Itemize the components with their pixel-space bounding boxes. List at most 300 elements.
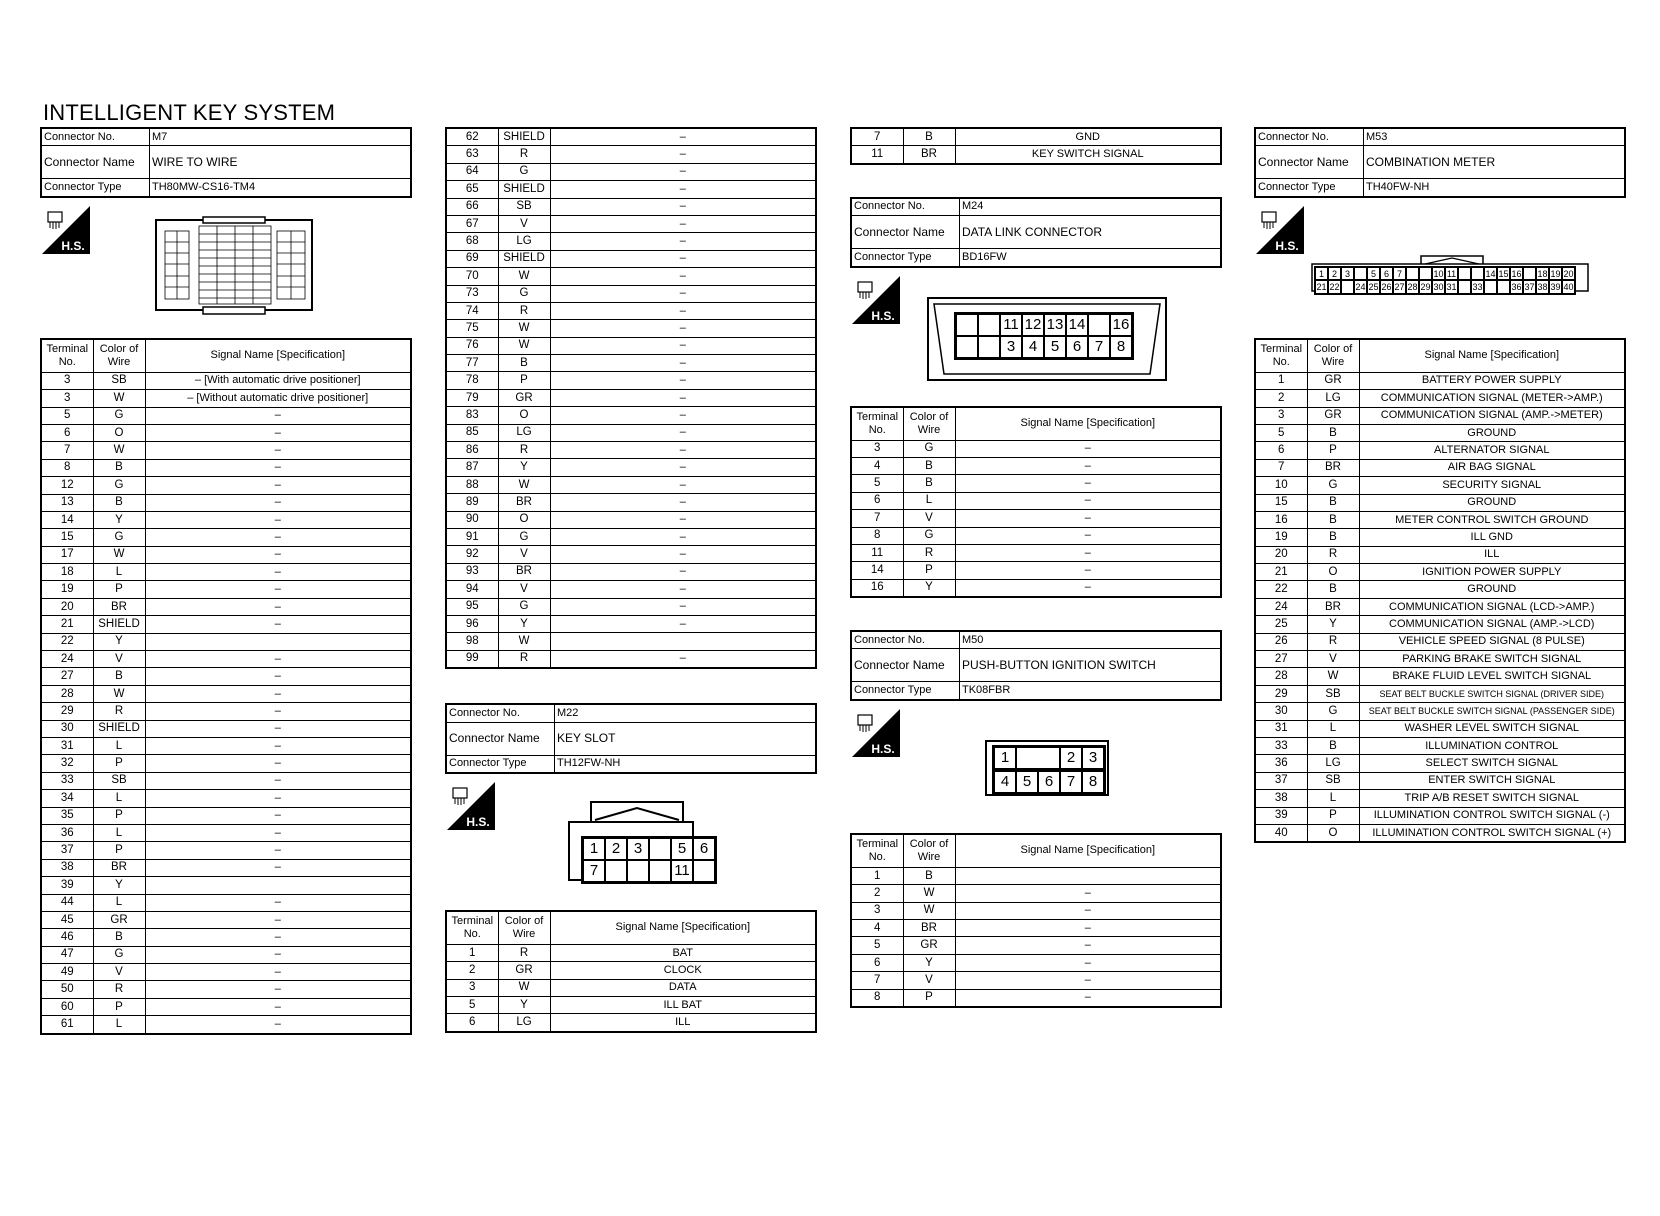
- table-row: [446, 163, 816, 180]
- connector-name-label: Connector Name: [851, 216, 960, 249]
- connector-pin: 7: [1088, 336, 1110, 358]
- connector-pin: 3: [1082, 747, 1104, 769]
- signal-cell: –: [145, 529, 411, 546]
- connector-pin: 10: [1433, 268, 1444, 279]
- signal-cell: CLOCK: [550, 962, 816, 979]
- wire-color-cell: W: [498, 476, 550, 493]
- table-row: [41, 703, 411, 720]
- table-row: [851, 867, 1221, 884]
- wire-color-cell: SHIELD: [498, 250, 550, 267]
- wire-color-cell: W: [903, 902, 955, 919]
- terminal-cell: 89: [446, 494, 498, 511]
- connector-no-label: Connector No.: [41, 128, 150, 146]
- table-row: [41, 929, 411, 946]
- table-row: [41, 668, 411, 685]
- m7-terminal-table: [40, 338, 412, 1035]
- terminal-cell: 20: [1255, 546, 1307, 563]
- wire-color-cell: SB: [93, 772, 145, 789]
- signal-cell: –: [955, 527, 1221, 544]
- hs-label: H.S.: [871, 308, 895, 323]
- terminal-cell: 5: [1255, 424, 1307, 441]
- wire-color-cell: BR: [903, 146, 955, 164]
- connector-pin: 5: [1016, 771, 1038, 793]
- signal-cell: GROUND: [1359, 581, 1625, 598]
- wire-color-cell: O: [498, 407, 550, 424]
- terminal-no-header: Terminal No.: [851, 834, 903, 868]
- table-row: [851, 937, 1221, 954]
- signal-cell: –: [550, 302, 816, 319]
- terminal-cell: 90: [446, 511, 498, 528]
- terminal-cell: 28: [1255, 668, 1307, 685]
- m7-connector-type: TH80MW-CS16-TM4: [150, 179, 412, 197]
- signal-cell: –: [145, 859, 411, 876]
- signal-cell: –: [955, 544, 1221, 561]
- wire-color-cell: B: [1307, 494, 1359, 511]
- terminal-cell: 50: [41, 981, 93, 998]
- table-row: [41, 946, 411, 963]
- terminal-cell: 3: [851, 440, 903, 457]
- table-row: [1255, 703, 1625, 720]
- signal-cell: SEAT BELT BUCKLE SWITCH SIGNAL (PASSENGER SIDE): [1359, 703, 1625, 720]
- signal-cell: COMMUNICATION SIGNAL (LCD->AMP.): [1359, 598, 1625, 615]
- terminal-cell: 5: [851, 475, 903, 492]
- harness-side-icon: [42, 206, 90, 254]
- wire-color-cell: LG: [1307, 755, 1359, 772]
- wire-color-cell: B: [1307, 511, 1359, 528]
- wire-color-cell: Y: [93, 633, 145, 650]
- wire-color-cell: V: [93, 964, 145, 981]
- connector-pin: 19: [1550, 268, 1561, 279]
- table-row: [446, 563, 816, 580]
- terminal-cell: 99: [446, 650, 498, 668]
- wire-color-cell: W: [93, 442, 145, 459]
- table-row: [41, 651, 411, 668]
- connector-pin: 4: [994, 771, 1016, 793]
- table-row: [41, 964, 411, 981]
- signal-cell: –: [145, 824, 411, 841]
- connector-pin: 2: [1328, 267, 1341, 281]
- signal-cell: –: [145, 651, 411, 668]
- connector-pin: 24: [1355, 281, 1366, 292]
- connector-pin: 22: [1329, 281, 1340, 292]
- table-row: [851, 902, 1221, 919]
- terminal-cell: 3: [41, 390, 93, 407]
- terminal-cell: 70: [446, 268, 498, 285]
- connector-pin: 28: [1407, 281, 1418, 292]
- m50-terminal-table: [850, 833, 1222, 1008]
- signal-cell: –: [145, 946, 411, 963]
- table-row: [1255, 651, 1625, 668]
- terminal-cell: 66: [446, 198, 498, 215]
- terminal-cell: 91: [446, 528, 498, 545]
- signal-cell: KEY SWITCH SIGNAL: [955, 146, 1221, 164]
- connector-pin: [1088, 314, 1110, 336]
- signal-cell: –: [145, 790, 411, 807]
- table-row: [1255, 598, 1625, 615]
- terminal-cell: 95: [446, 598, 498, 615]
- signal-cell: [955, 867, 1221, 884]
- m50-info-table: [850, 630, 1222, 701]
- table-row: [1255, 372, 1625, 389]
- signal-cell: –: [550, 320, 816, 337]
- terminal-cell: 5: [851, 937, 903, 954]
- wire-color-cell: LG: [498, 1014, 550, 1032]
- terminal-cell: 40: [1255, 824, 1307, 842]
- terminal-no-header: Terminal No.: [446, 911, 498, 945]
- table-row: [446, 633, 816, 650]
- column-1: [40, 127, 412, 1035]
- signal-cell: –: [145, 737, 411, 754]
- wire-color-cell: V: [903, 510, 955, 527]
- signal-cell: –: [955, 920, 1221, 937]
- wire-color-cell: BR: [1307, 459, 1359, 476]
- signal-cell: –: [550, 511, 816, 528]
- terminal-cell: 49: [41, 964, 93, 981]
- wire-color-cell: BR: [498, 563, 550, 580]
- wire-color-cell: P: [903, 562, 955, 579]
- connector-pin: 5: [1044, 336, 1066, 358]
- terminal-cell: 2: [446, 962, 498, 979]
- signal-cell: METER CONTROL SWITCH GROUND: [1359, 511, 1625, 528]
- terminal-cell: 22: [1255, 581, 1307, 598]
- wire-color-cell: V: [1307, 651, 1359, 668]
- wire-color-cell: B: [93, 929, 145, 946]
- connector-pin: [1341, 280, 1354, 294]
- signal-cell: –: [145, 616, 411, 633]
- table-row: [41, 737, 411, 754]
- terminal-cell: 15: [41, 529, 93, 546]
- signal-name-header: Signal Name [Specification]: [955, 834, 1221, 868]
- signal-cell: ILLUMINATION CONTROL SWITCH SIGNAL (-): [1359, 807, 1625, 824]
- wire-color-cell: Y: [903, 579, 955, 597]
- table-row: [446, 459, 816, 476]
- m22-terminal-table: [445, 910, 817, 1033]
- wire-color-cell: LG: [1307, 390, 1359, 407]
- signal-cell: [145, 633, 411, 650]
- m7-connector-area: [40, 198, 412, 338]
- signal-cell: –: [145, 424, 411, 441]
- signal-cell: –: [145, 598, 411, 615]
- wire-color-cell: SHIELD: [498, 128, 550, 146]
- signal-name-header: Signal Name [Specification]: [1359, 339, 1625, 373]
- terminal-cell: 5: [446, 997, 498, 1014]
- table-row: [851, 492, 1221, 509]
- terminal-cell: 24: [41, 651, 93, 668]
- wire-color-cell: G: [498, 285, 550, 302]
- signal-cell: –: [145, 911, 411, 928]
- wire-color-cell: R: [498, 442, 550, 459]
- signal-cell: –: [145, 511, 411, 528]
- terminal-cell: 85: [446, 424, 498, 441]
- wire-color-cell: B: [903, 457, 955, 474]
- terminal-cell: 87: [446, 459, 498, 476]
- terminal-cell: 21: [41, 616, 93, 633]
- wire-color-cell: SB: [1307, 685, 1359, 702]
- color-of-wire-header: Color of Wire: [1307, 339, 1359, 373]
- signal-cell: –: [145, 1016, 411, 1034]
- terminal-cell: 3: [41, 372, 93, 389]
- m7-info-table: [40, 127, 412, 198]
- wire-color-cell: BR: [903, 920, 955, 937]
- signal-cell: ILLUMINATION CONTROL SWITCH SIGNAL (+): [1359, 824, 1625, 842]
- signal-cell: –: [550, 268, 816, 285]
- signal-cell: –: [550, 181, 816, 198]
- terminal-cell: 79: [446, 389, 498, 406]
- terminal-cell: 39: [1255, 807, 1307, 824]
- terminal-cell: 30: [1255, 703, 1307, 720]
- connector-pin: 39: [1550, 281, 1561, 292]
- terminal-cell: 14: [41, 511, 93, 528]
- table-row: [1255, 546, 1625, 563]
- signal-cell: –: [550, 598, 816, 615]
- column-4: [1254, 127, 1626, 843]
- m22-connector-name: KEY SLOT: [555, 722, 817, 755]
- m7-connector-name: WIRE TO WIRE: [150, 146, 412, 179]
- connector-pin: 14: [1485, 268, 1496, 279]
- connector-pin: 36: [1511, 281, 1522, 292]
- table-row: [851, 920, 1221, 937]
- terminal-cell: 83: [446, 407, 498, 424]
- terminal-cell: 31: [41, 737, 93, 754]
- signal-cell: –: [955, 475, 1221, 492]
- terminal-cell: 3: [446, 979, 498, 996]
- signal-cell: –: [550, 355, 816, 372]
- table-row: [446, 285, 816, 302]
- connector-type-label: Connector Type: [851, 249, 960, 267]
- connector-pin: 8: [1110, 336, 1132, 358]
- m22-info-table: [445, 703, 817, 774]
- signal-cell: ILL: [550, 1014, 816, 1032]
- table-row: [1255, 442, 1625, 459]
- signal-cell: –: [145, 929, 411, 946]
- terminal-cell: 24: [1255, 598, 1307, 615]
- terminal-cell: 25: [1255, 616, 1307, 633]
- signal-cell: SEAT BELT BUCKLE SWITCH SIGNAL (DRIVER SIDE): [1359, 685, 1625, 702]
- terminal-cell: 34: [41, 790, 93, 807]
- terminal-cell: 4: [851, 457, 903, 474]
- wire-color-cell: L: [903, 492, 955, 509]
- m22-connector-area: [445, 774, 817, 910]
- terminal-cell: 45: [41, 911, 93, 928]
- connector-pin: [605, 860, 627, 882]
- signal-cell: ILL GND: [1359, 529, 1625, 546]
- table-row: [851, 972, 1221, 989]
- terminal-cell: 96: [446, 615, 498, 632]
- wire-color-cell: SHIELD: [93, 616, 145, 633]
- signal-cell: –: [955, 902, 1221, 919]
- connector-pin: 13: [1044, 314, 1066, 336]
- wire-color-cell: W: [93, 546, 145, 563]
- wire-color-cell: G: [1307, 477, 1359, 494]
- signal-cell: –: [550, 285, 816, 302]
- table-row: [41, 390, 411, 407]
- signal-cell: –: [955, 989, 1221, 1007]
- terminal-cell: 76: [446, 337, 498, 354]
- connector-pin: 29: [1420, 281, 1431, 292]
- table-row: [851, 989, 1221, 1007]
- terminal-cell: 21: [1255, 564, 1307, 581]
- m24-pin-grid: [954, 312, 1134, 360]
- terminal-no-header: Terminal No.: [1255, 339, 1307, 373]
- hs-label: H.S.: [1275, 238, 1299, 253]
- connector-pin: 3: [1000, 336, 1022, 358]
- signal-cell: –: [955, 937, 1221, 954]
- connector-pin: 26: [1381, 281, 1392, 292]
- signal-cell: –: [550, 528, 816, 545]
- wire-color-cell: B: [93, 459, 145, 476]
- wire-color-cell: P: [903, 989, 955, 1007]
- terminal-no-header: Terminal No.: [851, 407, 903, 441]
- terminal-cell: 60: [41, 998, 93, 1015]
- wire-color-cell: B: [903, 128, 955, 146]
- signal-cell: –: [955, 954, 1221, 971]
- table-row: [851, 544, 1221, 561]
- terminal-cell: 7: [41, 442, 93, 459]
- connector-pin: 16: [1110, 314, 1132, 336]
- table-row: [41, 616, 411, 633]
- table-row: [41, 459, 411, 476]
- signal-cell: –: [550, 337, 816, 354]
- wire-color-cell: W: [1307, 668, 1359, 685]
- table-row: [41, 877, 411, 894]
- m53-connector-type: TH40FW-NH: [1364, 179, 1626, 197]
- connector-pin: [956, 336, 978, 358]
- signal-cell: –: [550, 476, 816, 493]
- wire-color-cell: L: [1307, 720, 1359, 737]
- wire-color-cell: B: [93, 494, 145, 511]
- connector-pin: 11: [1446, 268, 1457, 279]
- terminal-cell: 3: [1255, 407, 1307, 424]
- terminal-cell: 94: [446, 581, 498, 598]
- signal-cell: COMMUNICATION SIGNAL (AMP.->LCD): [1359, 616, 1625, 633]
- signal-cell: COMMUNICATION SIGNAL (AMP.->METER): [1359, 407, 1625, 424]
- connector-pin: [978, 314, 1000, 336]
- terminal-cell: 63: [446, 146, 498, 163]
- signal-cell: PARKING BRAKE SWITCH SIGNAL: [1359, 651, 1625, 668]
- signal-cell: –: [550, 581, 816, 598]
- m53-terminal-table: [1254, 338, 1626, 844]
- wire-color-cell: G: [903, 440, 955, 457]
- table-row: [446, 198, 816, 215]
- wire-color-cell: W: [498, 979, 550, 996]
- terminal-cell: 8: [851, 527, 903, 544]
- m50-pin-grid-bottom: [992, 769, 1106, 795]
- table-row: [851, 146, 1221, 164]
- table-row: [446, 389, 816, 406]
- signal-cell: –: [145, 981, 411, 998]
- connector-name-label: Connector Name: [446, 722, 555, 755]
- wire-color-cell: L: [93, 564, 145, 581]
- table-row: [41, 824, 411, 841]
- table-row: [41, 685, 411, 702]
- signal-cell: GND: [955, 128, 1221, 146]
- table-row: [41, 477, 411, 494]
- terminal-cell: 7: [851, 972, 903, 989]
- m53-connector-name: COMBINATION METER: [1364, 146, 1626, 179]
- wire-color-cell: P: [93, 998, 145, 1015]
- signal-cell: –: [145, 581, 411, 598]
- terminal-cell: 32: [41, 755, 93, 772]
- table-row: [851, 954, 1221, 971]
- m24-terminal-table: [850, 406, 1222, 599]
- wire-color-cell: B: [1307, 737, 1359, 754]
- table-row: [851, 527, 1221, 544]
- terminal-cell: 5: [41, 407, 93, 424]
- connector-no-label: Connector No.: [1255, 128, 1364, 146]
- signal-cell: BRAKE FLUID LEVEL SWITCH SIGNAL: [1359, 668, 1625, 685]
- table-row: [446, 598, 816, 615]
- wire-color-cell: GR: [1307, 407, 1359, 424]
- table-row: [1255, 772, 1625, 789]
- terminal-cell: 86: [446, 442, 498, 459]
- terminal-cell: 28: [41, 685, 93, 702]
- table-row: [1255, 390, 1625, 407]
- connector-pin: [978, 336, 1000, 358]
- terminal-cell: 11: [851, 146, 903, 164]
- column-2: [445, 127, 817, 1033]
- signal-cell: ILL BAT: [550, 997, 816, 1014]
- table-row: [1255, 581, 1625, 598]
- wire-color-cell: W: [93, 390, 145, 407]
- signal-cell: –: [550, 615, 816, 632]
- wire-color-cell: GR: [498, 389, 550, 406]
- table-row: [41, 564, 411, 581]
- m24-connector-area: [850, 268, 1222, 406]
- terminal-cell: 11: [851, 544, 903, 561]
- table-row: [1255, 633, 1625, 650]
- connector-pin: 6: [693, 838, 715, 860]
- connector-pin: 7: [583, 860, 605, 882]
- wire-color-cell: P: [93, 842, 145, 859]
- table-row: [446, 372, 816, 389]
- connector-type-label: Connector Type: [1255, 179, 1364, 197]
- m53-connector-no: M53: [1364, 128, 1626, 146]
- terminal-cell: 7: [851, 128, 903, 146]
- table-row: [1255, 807, 1625, 824]
- terminal-cell: 38: [41, 859, 93, 876]
- table-row: [41, 772, 411, 789]
- signal-cell: –: [145, 772, 411, 789]
- wire-color-cell: G: [93, 946, 145, 963]
- wire-color-cell: G: [498, 163, 550, 180]
- signal-cell: – [With automatic drive positioner]: [145, 372, 411, 389]
- m53-info-table: [1254, 127, 1626, 198]
- signal-cell: –: [145, 546, 411, 563]
- signal-cell: –: [145, 442, 411, 459]
- table-row: [1255, 790, 1625, 807]
- table-row: [41, 442, 411, 459]
- signal-cell: VEHICLE SPEED SIGNAL (8 PULSE): [1359, 633, 1625, 650]
- wire-color-cell: L: [1307, 790, 1359, 807]
- connector-pin: [1497, 280, 1510, 294]
- wire-color-cell: R: [1307, 633, 1359, 650]
- terminal-cell: 33: [1255, 737, 1307, 754]
- table-row: [1255, 459, 1625, 476]
- signal-cell: –: [955, 885, 1221, 902]
- connector-type-label: Connector Type: [446, 755, 555, 773]
- connector-pin: 4: [1022, 336, 1044, 358]
- m50-pin-grid-top: [992, 745, 1106, 771]
- signal-cell: –: [145, 564, 411, 581]
- terminal-cell: 29: [1255, 685, 1307, 702]
- connector-pin: 12: [1022, 314, 1044, 336]
- table-row: [446, 615, 816, 632]
- signal-cell: –: [550, 459, 816, 476]
- table-row: [41, 981, 411, 998]
- wire-color-cell: V: [903, 972, 955, 989]
- m50-connector-area: [850, 701, 1222, 833]
- terminal-cell: 19: [1255, 529, 1307, 546]
